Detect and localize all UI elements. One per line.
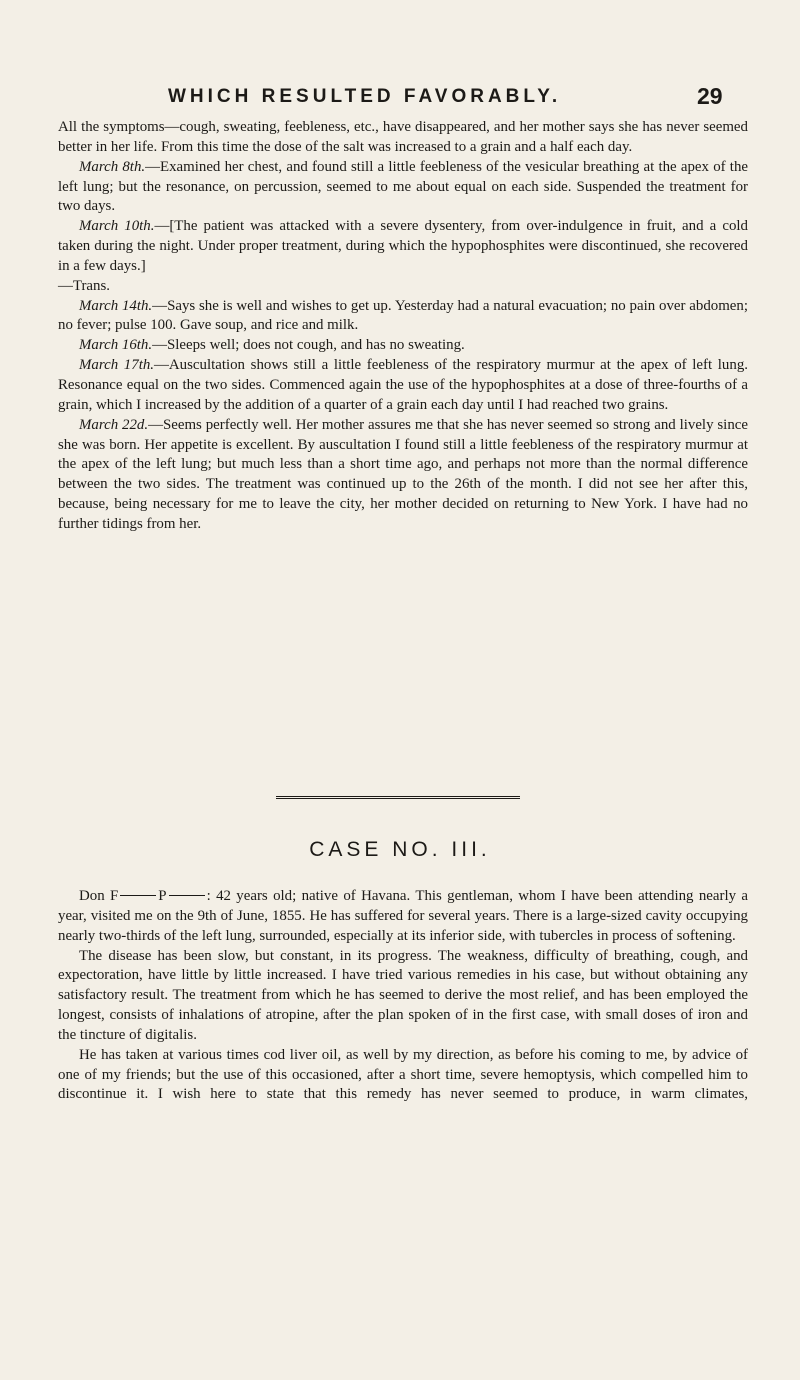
entry-date: March 10th. — [79, 218, 155, 235]
entry-text: —Examined her chest, and found still a little feebleness of the vesicular breathing at the apex of the left lung; but the resonance, on percussion, seemed to me about equal on each side. Suspended the treatment for two days. — [58, 158, 748, 215]
page-number: 29 — [697, 83, 723, 109]
entry-text: —Auscultation shows still a little feebleness of the respiratory murmur at the apex of left lung. Resonance equal on the two sides. Commenced again the use of the hypophosphites at a dose of three-fourths of a grain, which I increased by the addition of a quarter of a grain each day until I had reached two grains. — [58, 357, 748, 413]
case-heading: CASE NO. III. — [309, 838, 491, 861]
paragraph: The disease has been slow, but constant, in its progress. The weakness, difficulty of breathing, cough, and expectoration, have little by little increased. I have tried various remedies in his case, but without obtaining any satisfactory result. The treatment from which he has seemed to derive the most relief, and has been employed the longest, consists of inhalations of atropine, after the plan spoken of in the first case, with small doses of iron and the tincture of digitalis. — [58, 947, 748, 1043]
diary-entry — [58, 297, 748, 337]
diary-entry — [58, 416, 748, 535]
name-dash — [169, 895, 205, 896]
entry-date: March 22d. — [79, 416, 149, 433]
entry-text: —[The patient was attacked with a severe dysentery, from over-indulgence in fruit, and a cold taken during the night. Under proper treatment, during which the hypophosphites were discontinued, she recovered in a few days.] — [58, 218, 748, 274]
case-intro-text: : 42 years old; native of Havana. This gentleman, whom I have been attending nearly a year, visited me on the 9th of June, 1855. He has suffered for several years. There is a large-sized cavity occupying nearly two-thirds of the left lung, surrounded, especially at its inferior side, with tubercles in process of softening. — [58, 888, 748, 944]
diary-entry — [58, 217, 748, 277]
entry-text: —Says she is well and wishes to get up. Yesterday had a natural evacuation; no pain over abdomen; no fever; pulse 100. Gave soup, and rice and milk. — [58, 297, 749, 334]
name-dash — [120, 895, 156, 896]
running-head: WHICH RESULTED FAVORABLY. — [168, 86, 562, 107]
diary-entry — [58, 158, 748, 218]
entry-date: March 8th. — [79, 158, 146, 175]
case-two-continuation — [58, 118, 748, 535]
paragraph: All the symptoms—cough, sweating, feebleness, etc., have disappeared, and her mother says she has never seemed better in her life. From this time the dose of the salt was increased to a grain and a half each day. — [58, 119, 748, 155]
entry-date: March 17th. — [79, 357, 155, 374]
entry-text: —Seems perfectly well. Her mother assures me that she has never seemed so strong and lively since she was born. Her appetite is excellent. By auscultation I found still a little feebleness of the respiratory murmur at the apex of the left lung; but much less than a short time ago, and perhaps not more than the normal difference between the two sides. The treatment was continued up to the 26th of the month. I did not see her after this, because, being necessary for me to leave the city, her mother decided on returning to New York. I have had no further tidings from her. — [58, 416, 748, 532]
patient-name-a: Don F — [79, 888, 119, 904]
paragraph: He has taken at various times cod liver oil, as well by my direction, as before his coming to me, by advice of one of my friends; but the use of this occasioned, after a short time, severe hemoptysis, which compelled him to discontinue it. I wish here to state that this remedy has never seemed to produce, in warm climates, — [58, 1046, 748, 1103]
diary-entry — [58, 356, 748, 416]
diary-entry — [58, 336, 748, 356]
patient-name-b: P — [158, 888, 167, 904]
trans-mark: —Trans. — [58, 277, 110, 294]
translator-note — [58, 277, 748, 297]
entry-text: —Sleeps well; does not cough, and has no sweating. — [152, 337, 465, 354]
entry-date: March 14th. — [79, 297, 153, 314]
section-divider — [276, 796, 520, 799]
entry-date: March 16th. — [79, 337, 153, 354]
case-three — [58, 887, 748, 1105]
case-intro — [58, 887, 748, 947]
